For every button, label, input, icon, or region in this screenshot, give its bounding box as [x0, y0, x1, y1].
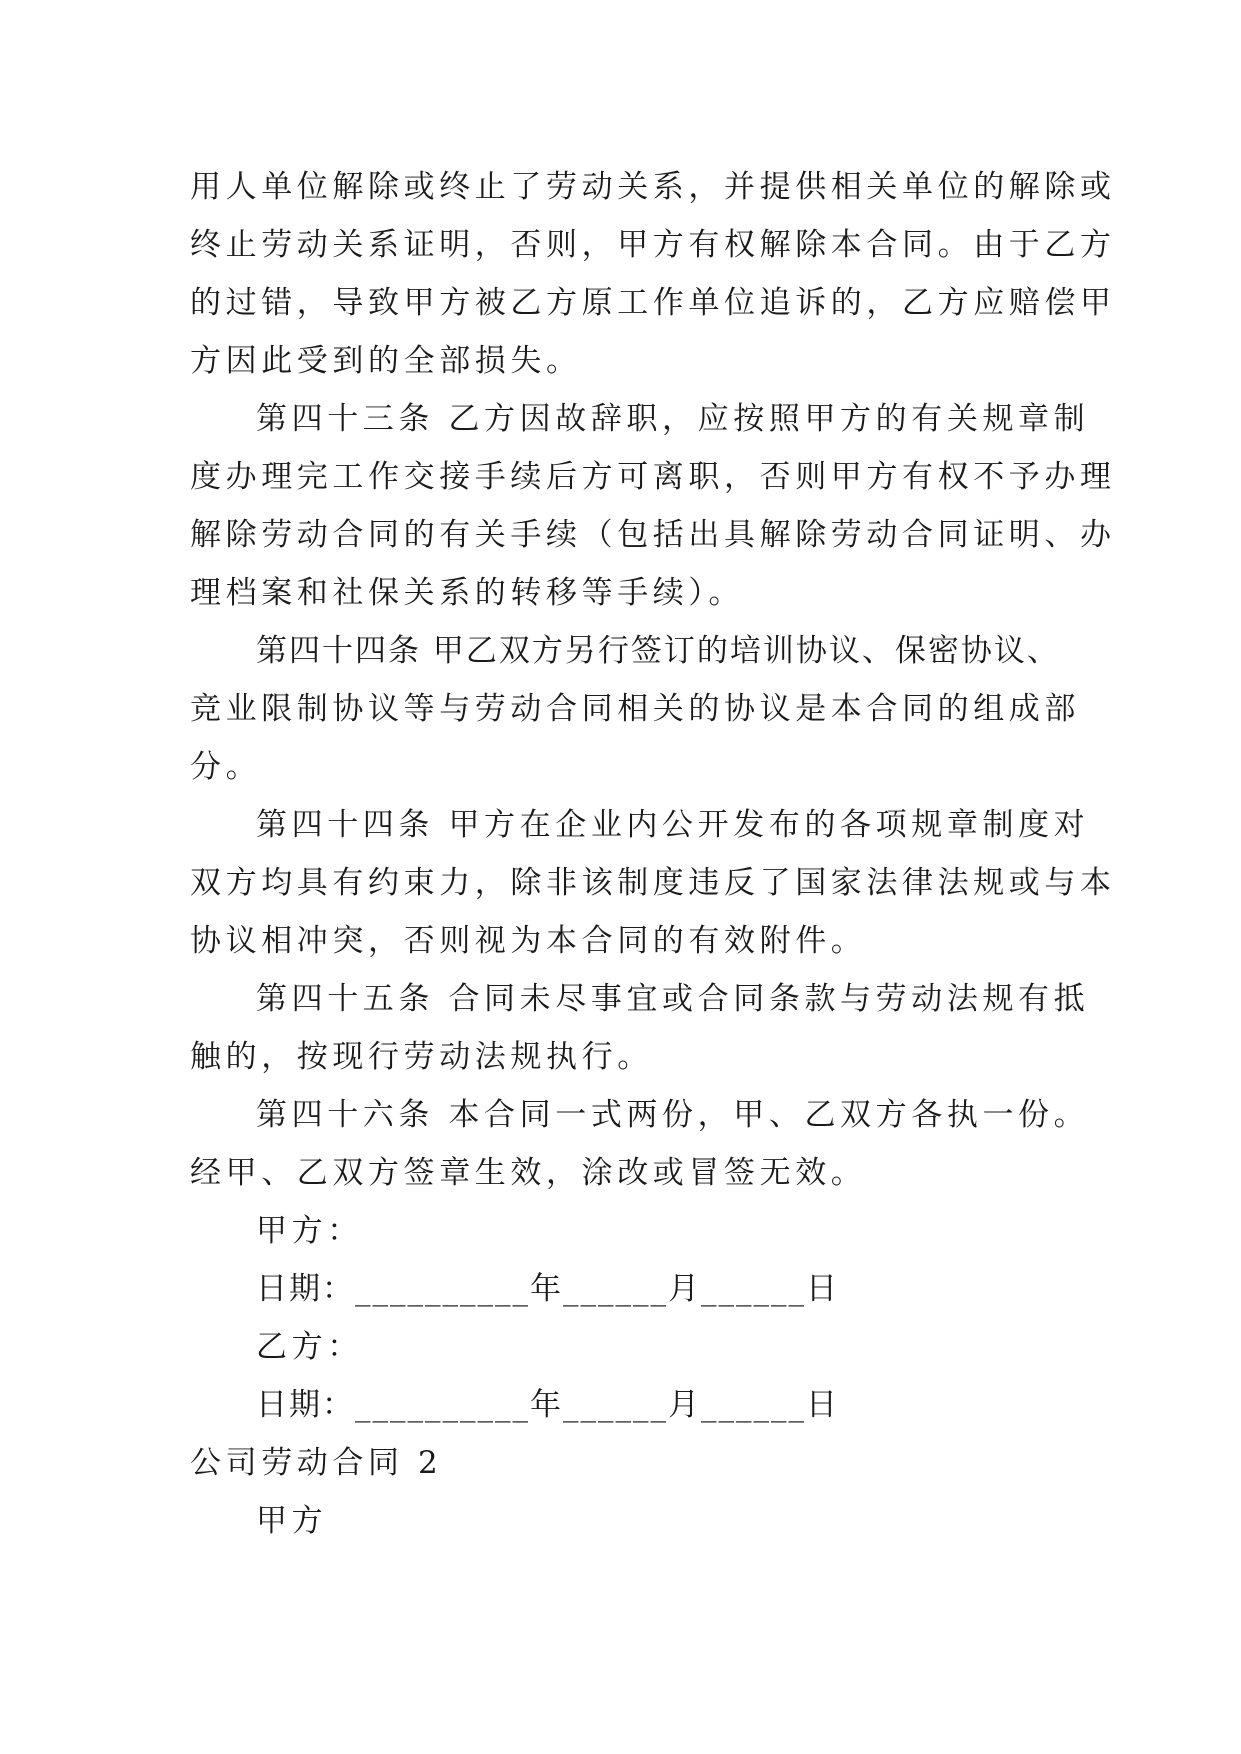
text-line: 的过错，导致甲方被乙方原工作单位追诉的，乙方应赔偿甲 — [190, 285, 1116, 321]
text-line: 经甲、乙双方签章生效，涂改或冒签无效。 — [190, 1155, 867, 1191]
party-a-date-line: 日期：__________年______月______日 — [256, 1271, 839, 1307]
text-line: 终止劳动关系证明，否则，甲方有权解除本合同。由于乙方 — [190, 227, 1116, 263]
text-line: 度办理完工作交接手续后方可离职，否则甲方有权不予办理 — [190, 459, 1116, 495]
party-a-label: 甲方： — [256, 1213, 363, 1249]
article-45-heading-line: 第四十五条 合同未尽事宜或合同条款与劳动法规有抵 — [256, 981, 1090, 1017]
text-line: 双方均具有约束力，除非该制度违反了国家法律法规或与本 — [190, 865, 1116, 901]
document-page — [190, 158, 1116, 1550]
article-44b-heading-line: 第四十四条 甲方在企业内公开发布的各项规章制度对 — [256, 807, 1090, 843]
text-line: 分。 — [190, 749, 262, 785]
contract-2-title: 公司劳动合同 2 — [190, 1445, 443, 1481]
party-b-label: 乙方： — [256, 1329, 363, 1365]
text-line: 触的，按现行劳动法规执行。 — [190, 1039, 653, 1075]
text-line: 协议相冲突，否则视为本合同的有效附件。 — [190, 923, 867, 959]
text-line: 方因此受到的全部损失。 — [190, 343, 582, 379]
article-46-heading-line: 第四十六条 本合同一式两份，甲、乙双方各执一份。 — [256, 1097, 1090, 1133]
party-a-heading: 甲方 — [256, 1503, 328, 1539]
text-line: 解除劳动合同的有关手续（包括出具解除劳动合同证明、办 — [190, 517, 1116, 553]
party-b-date-line: 日期：__________年______月______日 — [256, 1387, 839, 1423]
article-44-heading-line: 第四十四条 甲乙双方另行签订的培训协议、保密协议、 — [256, 633, 1060, 669]
text-line: 用人单位解除或终止了劳动关系，并提供相关单位的解除或 — [190, 169, 1116, 205]
text-line: 竞业限制协议等与劳动合同相关的协议是本合同的组成部 — [190, 691, 1080, 727]
article-43-heading-line: 第四十三条 乙方因故辞职，应按照甲方的有关规章制 — [256, 401, 1090, 437]
text-line: 理档案和社保关系的转移等手续）。 — [190, 575, 745, 611]
